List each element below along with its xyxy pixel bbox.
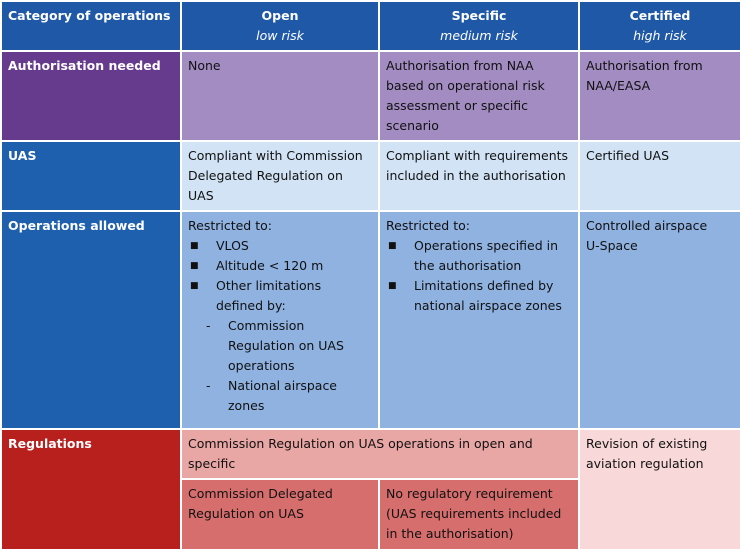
uas-label: UAS (1, 141, 181, 211)
operations-specific-intro: Restricted to: (386, 218, 470, 233)
operations-open-intro: Restricted to: (188, 218, 272, 233)
uas-specific: Compliant with requirements included in the authorisation (379, 141, 579, 211)
certified-title: Certified (629, 8, 691, 23)
authorisation-open: None (181, 51, 379, 141)
operations-label: Operations allowed (1, 211, 181, 429)
specific-title: Specific (451, 8, 507, 23)
operations-specific (379, 211, 579, 429)
list-item (188, 276, 372, 316)
regulations-specific: No regulatory requirement (UAS requirements included in the authorisation) (379, 479, 579, 550)
open-header (181, 1, 379, 51)
operations-certified-line1: Controlled airspace (586, 218, 708, 233)
operations-open-sublist (188, 316, 372, 416)
uas-row (1, 141, 740, 211)
uas-open: Compliant with Commission Delegated Regulation on UAS (181, 141, 379, 211)
certified-header (579, 1, 740, 51)
certified-risk: high risk (633, 28, 687, 43)
operations-specific-list (386, 236, 572, 316)
operations-open (181, 211, 379, 429)
list-item: ■ VLOS (188, 236, 372, 256)
regulations-label: Regulations (1, 429, 181, 550)
operations-row (1, 211, 740, 429)
regulations-open-specific: Commission Regulation on UAS operations in open and specific (181, 429, 579, 479)
list-item-label: Other limitations defined by: (216, 278, 322, 313)
open-title: Open (261, 8, 299, 23)
regulations-row (1, 429, 740, 479)
list-item: ■ Limitations defined by national airspace zones (386, 276, 572, 316)
open-risk: low risk (256, 28, 304, 43)
sub-list-item: - National airspace zones (196, 376, 372, 416)
regulations-certified: Revision of existing aviation regulation (579, 429, 740, 550)
operations-certified (579, 211, 740, 429)
authorisation-row (1, 51, 740, 141)
regulations-open: Commission Delegated Regulation on UAS (181, 479, 379, 550)
uas-certified: Certified UAS (579, 141, 740, 211)
header-row (1, 1, 740, 51)
authorisation-certified: Authorisation from NAA/EASA (579, 51, 740, 141)
authorisation-specific: Authorisation from NAA based on operational risk assessment or specific scenario (379, 51, 579, 141)
authorisation-label: Authorisation needed (1, 51, 181, 141)
operations-certified-line2: U-Space (586, 238, 638, 253)
specific-header (379, 1, 579, 51)
list-item: ■ Altitude < 120 m (188, 256, 372, 276)
sub-list-item: - Commission Regulation on UAS operations (196, 316, 372, 376)
list-item: ■ Operations specified in the authorisation (386, 236, 572, 276)
specific-risk: medium risk (440, 28, 518, 43)
category-header: Category of operations (1, 1, 181, 51)
operations-open-list (188, 236, 372, 316)
